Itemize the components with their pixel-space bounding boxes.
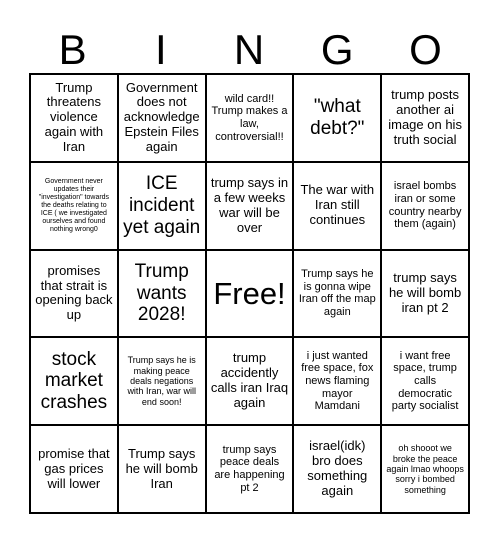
header-letter-i: I [154, 26, 168, 73]
bingo-cell[interactable]: i just wanted free space, fox news flaming mayor Mamdani [294, 338, 382, 426]
bingo-cell[interactable]: israel bombs iran or some country nearby them (again) [382, 163, 470, 251]
bingo-cell[interactable]: trump says he will bomb iran pt 2 [382, 251, 470, 339]
bingo-cell[interactable]: Trump threatens violence again with Iran [31, 75, 119, 163]
bingo-cell[interactable]: wild card!! Trump makes a law, controversial!! [207, 75, 295, 163]
bingo-cell[interactable]: oh shooot we broke the peace again lmao whoops sorry i bombed something [382, 426, 470, 514]
bingo-cell[interactable]: Trump says he is gonna wipe Iran off the map again [294, 251, 382, 339]
bingo-cell[interactable]: "what debt?" [294, 75, 382, 163]
bingo-cell[interactable]: trump accidently calls iran Iraq again [207, 338, 295, 426]
bingo-cell[interactable]: Government never updates their "investigation" towards the deaths relating to ICE ( we investigated ourselves and found nothing wrong0 [31, 163, 119, 251]
bingo-cell[interactable]: Trump wants 2028! [119, 251, 207, 339]
bingo-cell[interactable]: trump says in a few weeks war will be over [207, 163, 295, 251]
header-letter-n: N [233, 26, 266, 73]
bingo-cell[interactable]: Trump says he will bomb Iran [119, 426, 207, 514]
header-letter-o: O [409, 26, 443, 73]
bingo-cell[interactable]: promise that gas prices will lower [31, 426, 119, 514]
bingo-header [29, 26, 470, 74]
bingo-cell[interactable]: promises that strait is opening back up [31, 251, 119, 339]
bingo-cell[interactable]: ICE incident yet again [119, 163, 207, 251]
bingo-cell[interactable]: stock market crashes [31, 338, 119, 426]
bingo-grid [29, 73, 470, 514]
free-space-cell[interactable]: Free! [207, 251, 295, 339]
bingo-cell[interactable]: The war with Iran still continues [294, 163, 382, 251]
bingo-cell[interactable]: israel(idk) bro does something again [294, 426, 382, 514]
header-letter-b: B [58, 26, 88, 73]
bingo-cell[interactable]: Government does not acknowledge Epstein Files again [119, 75, 207, 163]
bingo-cell[interactable]: Trump says he is making peace deals negations with Iran, war will end soon! [119, 338, 207, 426]
bingo-cell[interactable]: trump says peace deals are happening pt 2 [207, 426, 295, 514]
bingo-cell[interactable]: trump posts another ai image on his truth social [382, 75, 470, 163]
bingo-cell[interactable]: i want free space, trump calls democratic party socialist [382, 338, 470, 426]
header-letter-g: G [320, 26, 355, 73]
